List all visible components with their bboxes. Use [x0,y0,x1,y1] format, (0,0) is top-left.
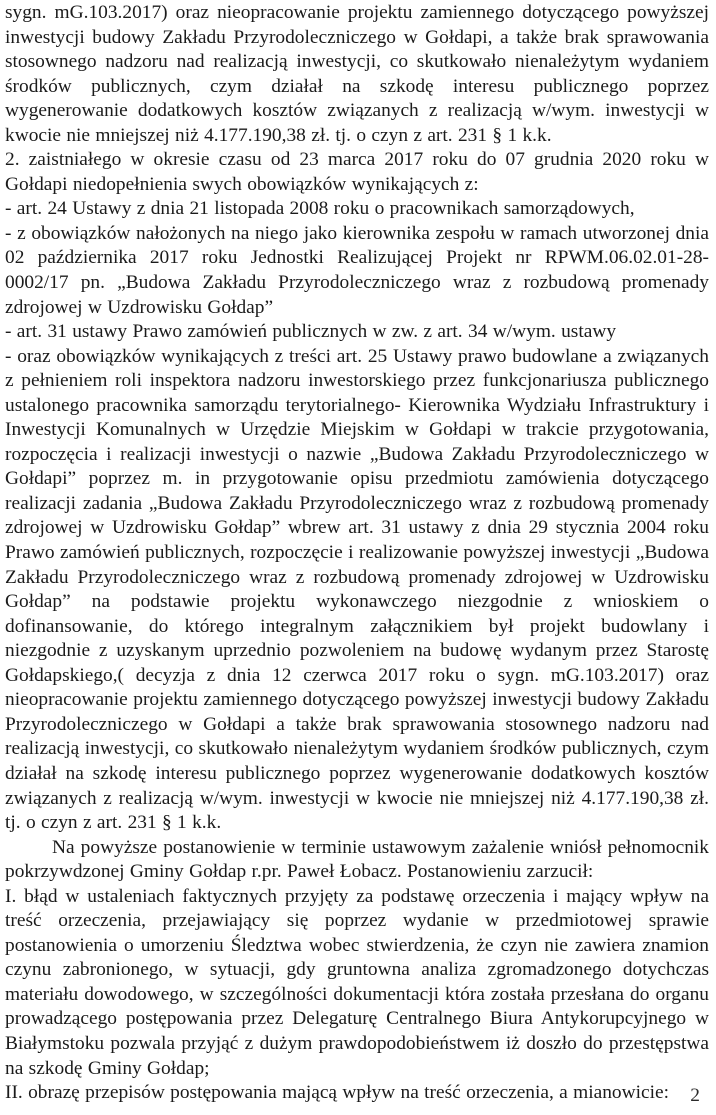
paragraph-list-item-art25-long: - oraz obowiązków wynikających z treści art. 25 Ustawy prawo budowlane a związanych z pełnieniem roli inspektora nadzoru inwestorskiego przez funkcjonariusza publicznego ustalonego pracownika samorządu terytorialnego- Kierownika Wydziału Infrastruktury i Inwestycji Komunalnych w Urzędzie Miejskim w Gołdapi w trakcie przygotowania, rozpoczęcia i realizacji inwestycji o nazwie „Budowa Zakładu Przyrodoleczniczego w Gołdapi” poprzez m. in przygotowanie opisu przedmiotu zamówienia dotyczącego realizacji zadania „Budowa Zakładu Przyrodoleczniczego wraz z rozbudową promenady zdrojowej w Uzdrowisku Gołdap” wbrew art. 31 ustawy z dnia 29 stycznia 2004 roku Prawo zamówień publicznych, rozpoczęcie i realizowanie powyższej inwestycji „Budowa Zakładu Przyrodoleczniczego wraz z rozbudową promenady zdrojowej w Uzdrowisku Gołdap” na podstawie projektu wykonawczego niezgodnie z wnioskiem o dofinansowanie, do którego integralnym załącznikiem był projekt budowlany i niezgodnie z uzyskanym uprzednio pozwoleniem na budowę wydanym przez Starostę Gołdapskiego,( decyzja z dnia 12 czerwca 2017 roku o sygn. mG.103.2017) oraz nieopracowanie projektu zamiennego dotyczącego powyższej inwestycji budowy Zakładu Przyrodoleczniczego w Gołdapi a także brak sprawowania stosownego nadzoru nad realizacją inwestycji, co skutkowało nienależytym wydaniem środków publicznych, czym działał na szkodę interesu publicznego poprzez wygenerowanie dodatkowych kosztów związanych z realizacją w/wym. inwestycji w kwocie nie mniejszej niż 4.177.190,38 zł. tj. o czyn z art. 231 § 1 k.k. [5,345,709,834]
paragraph-charge-2-intro: 2. zaistniałego w okresie czasu od 23 marca 2017 roku do 07 grudnia 2020 roku w Gołdapi niedopełnienia swych obowiązków wynikających z: [5,149,709,195]
paragraph-zazalenie: Na powyższe postanowienie w terminie ustawowym zażalenie wniósł pełnomocnik pokrzywdzonej Gminy Gołdap r.pr. Paweł Łobacz. Postanowieniu zarzucił: [5,836,709,883]
paragraph-zarzut-1: I. błąd w ustaleniach faktycznych przyjęty za podstawę orzeczenia i mający wpływ na treść orzeczenia, przejawiający się poprzez wydanie w przedmiotowej sprawie postanowienia o umorzeniu Śledztwa wobec stwierdzenia, że czyn nie zawiera znamion czynu zabronionego, w sytuacji, gdy gruntowna analiza zgromadzonego dotychczas materiału dowodowego, w szczególności dokumentacji która została przesłana do organu prowadzącego postępowania przez Delegaturę Centralnego Biura Antykorupcyjnego w Białymstoku pozwala przyjąć z dużym prawdopodobieństwem iż doszło do przestępstwa na szkodę Gminy Gołdap; [5,885,709,1079]
paragraph-list-item-obowiazki-zespolu: - z obowiązków nałożonych na niego jako kierownika zespołu w ramach utworzonej dnia 02 października 2017 roku Jednostki Realizującej Projekt nr RPWM.06.02.01-28-0002/17 pn. „Budowa Zakładu Przyrodoleczniczego wraz z rozbudową promenady zdrojowej w Uzdrowisku Gołdap” [5,222,709,318]
document-text-block [5,1,709,1106]
paragraph-zarzut-2: II. obrazę przepisów postępowania mającą wpływ na treść orzeczenia, a mianowicie: [5,1082,669,1104]
paragraph-charge-1-continuation: sygn. mG.103.2017) oraz nieopracowanie projektu zamiennego dotyczącego powyższej inwestycji budowy Zakładu Przyrodoleczniczego w Gołdapi, a także brak sprawowania stosownego nadzoru nad realizacją inwestycji, co skutkowało nienależytym wydaniem środków publicznych, czym działał na szkodę interesu publicznego poprzez wygenerowanie dodatkowych kosztów związanych z realizacją w/wym. inwestycji w kwocie nie mniejszej niż 4.177.190,38 zł. tj. o czyn z art. 231 § 1 k.k. [5,2,709,146]
paragraph-list-item-art24: - art. 24 Ustawy z dnia 21 listopada 2008 roku o pracownikach samorządowych, [5,198,635,220]
paragraph-list-item-art31: - art. 31 ustawy Prawo zamówień publicznych w zw. z art. 34 w/wym. ustawy [5,321,617,343]
page-number: 2 [690,1085,700,1106]
